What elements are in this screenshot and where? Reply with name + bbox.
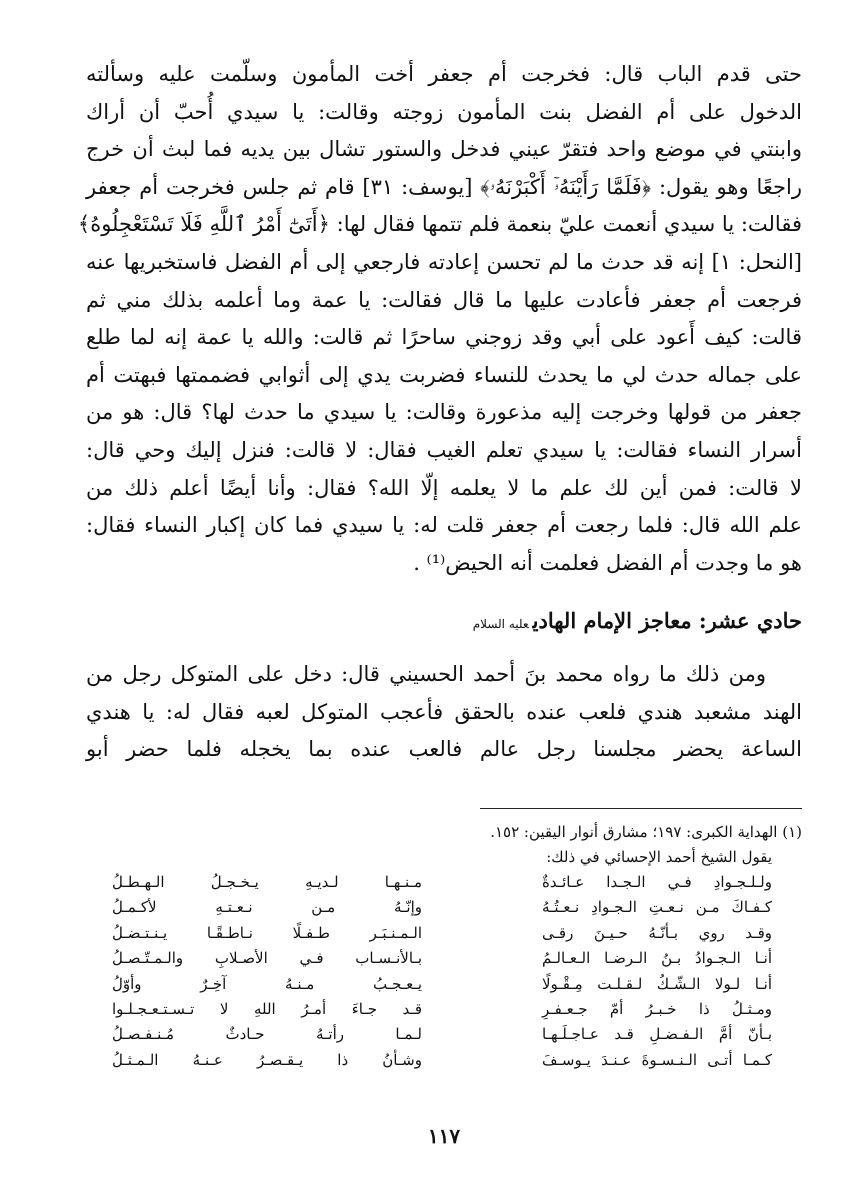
main-paragraph <box>77 56 802 582</box>
verse <box>82 921 772 946</box>
footnote-intro: يقول الشيخ أحمد الإحسائي في ذلك: <box>546 848 772 866</box>
verse-first-half: بـأنّ أمَّ الـفـضـلِ قـد عـاجـلَـهـا <box>542 1025 772 1044</box>
second-paragraph <box>86 656 802 769</box>
verse-second-half: قـد جـاءَ أمـرُ اللهِ لا تـسـتـعـجـلـوا <box>112 999 422 1018</box>
verse <box>82 1022 772 1047</box>
verse-second-half: لـمـا رأتـهُ حـادثٌ مُـنـفـصـلُ <box>112 1025 422 1044</box>
text-line: الهند مشعبد هندي فلعب عنده بالحقق فأعجب المتوكل لعبه فقال له: يا هندي <box>86 699 802 724</box>
text-line: [النحل: ١] إنه قد حدث ما لم تحسن إعادته فارجعي إلى أم الفضل فاستخبريها عنه <box>86 249 802 274</box>
text-line: وابنتي في موضع واحد فتقرّ عيني فدخل والستور تشال بين يديه فما لبث أن خرج <box>86 137 802 162</box>
heading-text: حادي عشر: معاجز الإمام الهادي <box>532 608 802 633</box>
verse-second-half: وإنّـهُ مـن نـعـتـهِ لأكـمـلُ <box>112 898 422 917</box>
text-line: فقالت: يا سيدي أنعمت عليّ بنعمة فلم تتمها فقال لها: ﴿أَتَىٰٓ أَمْرُ ٱللَّهِ فَلَا تَسْتَعْجِلُوهُ﴾ <box>77 212 802 237</box>
section-heading <box>473 602 802 643</box>
text-line: الدخول على أم الفضل بنت المأمون زوجته وقالت: يا سيدي أُحبّ أن أراك <box>86 99 802 124</box>
text-line: على جماله حدث لي ما يحدث للنساء فضربت يدي إلى أثوابي فضممتها فبهتت أم <box>86 362 802 387</box>
verse-first-half: كـفـاكَ مـن نـعـتِ الـجـوادِ نـعـتُـهُ <box>542 898 772 917</box>
verse-first-half: كـمـا أتـى الـنـسـوةَ عـنـدَ يـوسـفَ <box>542 1050 772 1069</box>
verse <box>82 870 772 895</box>
text-line: هو ما وجدت أم الفضل فعلمت أنه الحيض⁽¹⁾ . <box>413 550 802 575</box>
verse-first-half: أنـا لـولا الـشّـكُ لـقـلـت مِـقْـولًا <box>542 974 772 993</box>
footnote: (١) الهداية الكبرى: ١٩٧؛ مشارق أنوار اليقين: ١٥٢. <box>490 823 802 841</box>
verse-second-half: مـنـهـا لـديـهِ يـخـجـلُ الـهـطـلُ <box>112 873 422 891</box>
verse-second-half: يـعـجـبُ مـنـهُ آخِـرٌ وأوّلُ <box>112 974 422 993</box>
text-line: حتى قدم الباب قال: فخرجت أم جعفر أخت المأمون وسلّمت عليه وسألته <box>86 62 802 86</box>
verse <box>82 895 772 920</box>
verse-first-half: ومـثـلُ ذا خـبـرُ أمّ جـعـفـرِ <box>542 999 772 1018</box>
verse-first-half: ولـلـجـوادِ فـي الـجـدا عـائـدةٌ <box>542 873 772 891</box>
verse-second-half: بـالأنـسـاب فـي الأصـلابِ والـمـتّـصـلُ <box>112 949 422 968</box>
text-line: الساعة يحضر مجلسنا رجل عالم فالعب عنده بما يخجله فلما حضر أبو <box>86 737 802 762</box>
text-line: فرجعت أم جعفر فأعادت عليها ما قال فقالت: يا عمة وما أعلمه بذلك مني ثم <box>86 287 802 312</box>
text-line: علم الله قال: فلما رجعت أم جعفر قلت له: يا سيدي فما كان إكبار النساء فقال: <box>86 513 802 538</box>
verse-second-half: وشـأنُ ذا يـقـصـرُ عـنـهُ الـمـثـلُ <box>112 1050 422 1069</box>
honorific-glyph: عليه السلام <box>472 617 529 631</box>
poem <box>82 870 772 1073</box>
text-line: لا قالت: فمن أين لك علم ما لا يعلمه إلّا الله؟ فقال: وأنا أيضًا أعلم ذلك من <box>86 475 802 500</box>
text-line: جعفر من قولها وخرجت إليه مذعورة وقالت: يا سيدي ما حدث لها؟ قال: هو من <box>86 400 802 425</box>
verse-first-half: وقـد روي بـأنّـهُ حـيـنَ رقـى <box>542 923 772 942</box>
verse <box>82 997 772 1022</box>
text-line: قالت: كيف أَعود على أبي وقد زوجني ساحرًا ثم قالت: والله يا عمة إنه لما طلع <box>86 325 802 350</box>
verse-second-half: الـمـنـبَـر طـفـلًا نـاطـقًـا يـنـتـضـلُ <box>112 923 422 942</box>
verse-first-half: أنـا الـجـوادُ بـنُ الـرضـا الـعـالـمُ <box>542 949 772 968</box>
text-line: راجعًا وهو يقول: ﴿فَلَمَّا رَأَيْنَهُۥٓ أَكْبَرْنَهُۥ﴾ [يوسف: ٣١] قام ثم جلس فخرجت أم جعفر <box>86 174 802 199</box>
verse <box>82 972 772 997</box>
page-number: ١١٧ <box>427 1124 461 1148</box>
verse <box>82 946 772 971</box>
verse <box>82 1048 772 1073</box>
text-line: ومن ذلك ما رواه محمد بنَ أحمد الحسيني قال: دخل على المتوكل رجل من <box>86 662 766 686</box>
text-line: أسرار النساء فقالت: يا سيدي تعلم الغيب فقال: لا قالت: فنزل إليك وحي قال: <box>86 437 802 462</box>
footnote-divider <box>480 808 802 809</box>
